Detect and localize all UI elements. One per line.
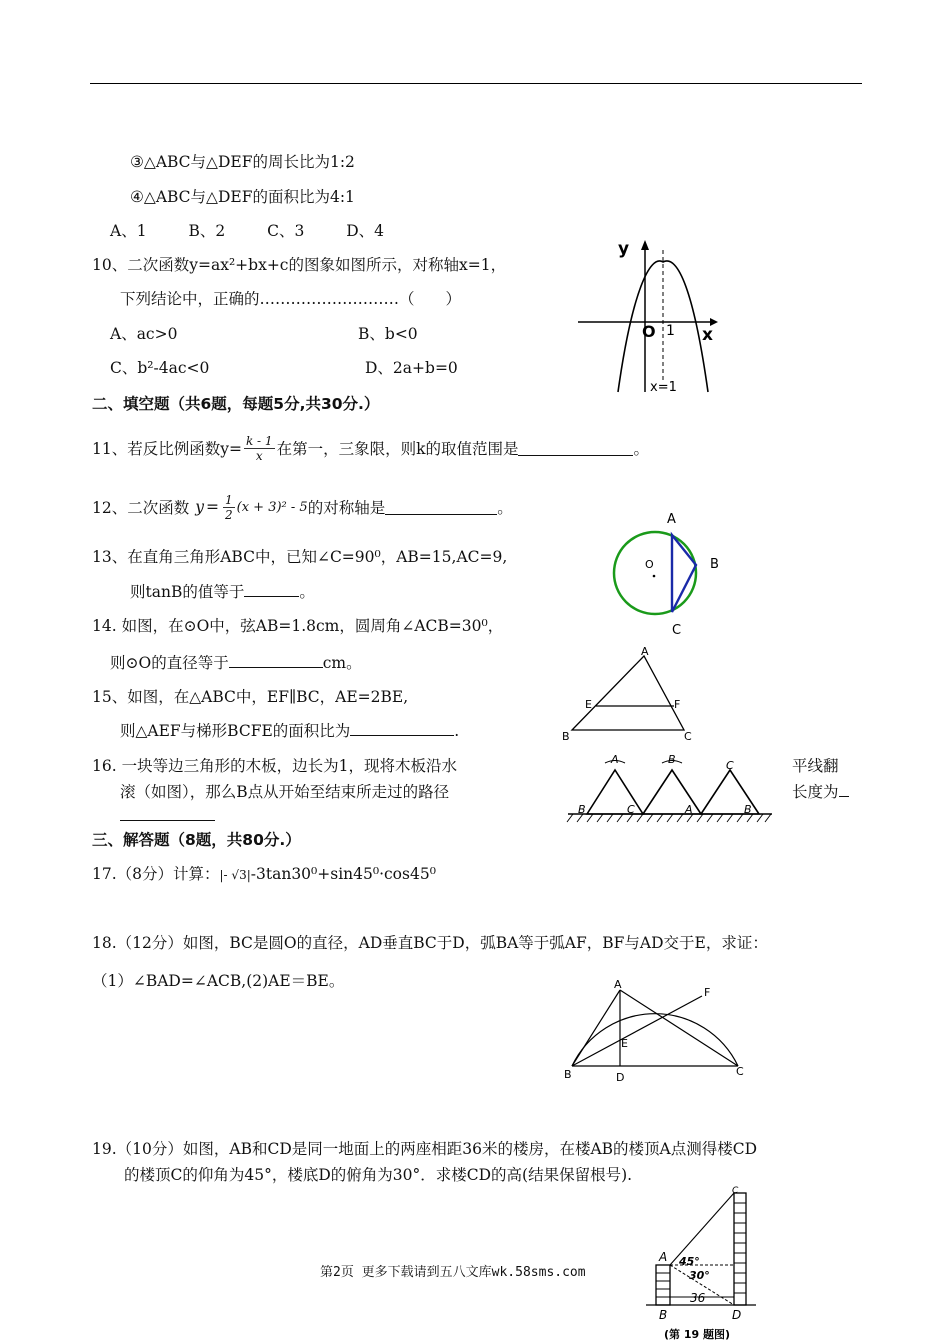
distance-label: 36 <box>690 1291 706 1305</box>
q9-option-4: ④△ABC与△DEF的面积比为4:1 <box>130 188 355 206</box>
label-a: A <box>659 1250 668 1264</box>
label-c: C <box>672 623 682 638</box>
q11-answer-blank[interactable] <box>518 441 633 456</box>
label-a: A <box>667 512 676 527</box>
q10-option-c: C、b²-4ac<0 <box>110 359 210 377</box>
q16-line2b <box>792 780 849 802</box>
label-d: D <box>732 1308 742 1322</box>
label-b: B <box>710 557 719 572</box>
q16-line2a: 滚（如图），那么B点从开始至结束所走过的路径 <box>120 783 450 801</box>
q13-line2: 则tanB的值等于 。 <box>130 583 315 601</box>
q10-option-a: A、ac>0 <box>110 325 178 343</box>
segment-ba <box>572 990 620 1066</box>
q16-line2b-text: 长度为 <box>792 783 839 801</box>
q12-y: y <box>195 498 204 516</box>
q10-option-b: B、b<0 <box>358 325 418 343</box>
top-label-c: C <box>726 759 734 772</box>
q19-line2: 的楼顶C的仰角为45°，楼底D的俯角为30°．求楼CD的高(结果保留根号). <box>124 1166 633 1184</box>
q18-semicircle-figure <box>558 976 758 1086</box>
figure-caption: (第 19 题图) <box>664 1328 731 1341</box>
q11-fraction <box>244 434 275 463</box>
label-d: D <box>616 1071 625 1084</box>
label-a: A <box>641 645 649 658</box>
q12-eq: = <box>206 498 219 516</box>
header-rule <box>90 83 862 84</box>
q14-line2 <box>110 651 362 673</box>
q15-answer-blank[interactable] <box>350 721 454 736</box>
tick-one-label: 1 <box>666 323 675 339</box>
q14-line2-post: cm。 <box>322 654 362 672</box>
q18-line1: 18.（12分）如图，BC是圆O的直径，AD垂直BC于D，弧BA等于弧AF，BF与AD交于E，求证： <box>92 934 768 952</box>
q9-choices <box>110 219 384 241</box>
building-cd <box>734 1193 746 1305</box>
q19-line1: 19.（10分）如图，AB和CD是同一地面上的两座相距36米的楼房，在楼AB的楼顶A点测得楼CD <box>92 1140 758 1158</box>
q10-parabola-figure <box>570 232 730 397</box>
label-e: E <box>585 698 592 711</box>
q9-choice-a: A、1 <box>110 222 147 240</box>
q10-line2: 下列结论中，正确的………………………（ ） <box>120 290 462 308</box>
q13-answer-blank[interactable] <box>244 582 299 597</box>
q16-answer-blank-a[interactable] <box>839 782 849 797</box>
q11-numerator: k - 1 <box>245 433 273 448</box>
top-label-a: A <box>611 753 619 766</box>
label-c: C <box>684 730 692 743</box>
q12: 12、二次函数 y = $\frac{1}{2}$ (x + 3)² - 5 的对称轴是 。 <box>92 492 513 522</box>
q9-option-3: ③△ABC与△DEF的周长比为1:2 <box>130 153 355 171</box>
q16-line1b: 平线翻 <box>792 757 839 775</box>
q17 <box>92 862 436 884</box>
q19-buildings-figure <box>640 1185 765 1343</box>
building-ab-windows <box>656 1273 670 1297</box>
q16-line1a: 16. 一块等边三角形的木板，边长为1，现将木板沿水 <box>92 757 457 775</box>
section3-heading: 三、解答题（8题，共80分.） <box>92 831 301 849</box>
label-c: C <box>732 1186 739 1196</box>
ground-hatching <box>567 814 771 822</box>
q12-pre: 12、二次函数 <box>92 499 190 517</box>
building-cd-windows <box>734 1203 746 1293</box>
label-f: F <box>674 698 681 711</box>
q15-line2-text: 则△AEF与梯形BCFE的面积比为 <box>120 722 351 740</box>
q12-fraction <box>223 493 235 522</box>
symmetry-axis-label: x=1 <box>650 380 677 395</box>
q11-post: 在第一，三象限，则k的取值范围是 <box>276 440 519 458</box>
q13-circle-figure <box>600 508 730 643</box>
x-label: x <box>702 325 713 345</box>
segment-ac <box>620 990 738 1066</box>
q10-line1: 10、二次函数y=ax²+bx+c的图象如图所示，对称轴x=1， <box>92 256 507 274</box>
q15-line2: 则△AEF与梯形BCFE的面积比为 . <box>120 722 460 740</box>
circle <box>614 532 696 614</box>
bottom-label-c: C <box>627 803 635 816</box>
q15-line1: 15、如图，在△ABC中，EF∥BC，AE=2BE, <box>92 688 409 706</box>
q10-option-d: D、2a+b=0 <box>365 359 458 377</box>
building-ab <box>656 1265 670 1305</box>
triangle-abc <box>572 656 684 730</box>
label-b: B <box>562 730 570 743</box>
q11-pre: 11、若反比例函数y= <box>92 440 242 458</box>
bottom-label-a: A <box>685 803 693 816</box>
y-axis-arrow <box>641 240 649 250</box>
label-a: A <box>614 978 622 991</box>
q11-denominator: x <box>255 448 263 463</box>
y-label: y <box>618 239 630 259</box>
angle-45-label: 45° <box>679 1255 700 1268</box>
q17-abs-value: |- √3| <box>219 868 251 882</box>
top-label-b: B <box>668 753 676 766</box>
center-dot <box>653 575 656 578</box>
q15-triangle-figure <box>560 644 705 744</box>
q18-line2: （1）∠BAD=∠ACB,(2)AE＝BE。 <box>92 972 345 990</box>
q16-answer-blank-b[interactable] <box>120 806 215 821</box>
q14-line2-pre: 则⊙O的直径等于 <box>110 654 229 672</box>
q9-choice-c: C、3 <box>267 222 305 240</box>
label-b: B <box>659 1308 668 1322</box>
bottom-label-b1: B <box>578 803 586 816</box>
section2-heading: 二、填空题（共6题，每题5分,共30分.） <box>92 395 380 413</box>
label-f: F <box>704 986 711 999</box>
q9-choice-d: D、4 <box>346 222 384 240</box>
q14-answer-blank[interactable] <box>229 653 323 668</box>
q12-denominator: 2 <box>225 507 233 522</box>
q9-choice-b: B、2 <box>188 222 226 240</box>
q12-numerator: 1 <box>225 492 233 507</box>
label-o: O <box>645 558 654 571</box>
q12-answer-blank[interactable] <box>385 500 497 515</box>
page-footer: 第2页 更多下载请到五八文库wk.58sms.com <box>320 1265 586 1280</box>
origin-label: O <box>642 322 656 341</box>
angle-30-label: 30° <box>689 1269 710 1282</box>
bottom-label-b2: B <box>744 803 752 816</box>
q16-rolling-figure <box>565 750 775 825</box>
label-c: C <box>736 1065 744 1078</box>
q12-body: (x + 3)² - 5 <box>236 499 308 515</box>
q12-post: 的对称轴是 <box>307 499 386 517</box>
q17-expression: -3tan30⁰+sin45⁰·cos45⁰ <box>250 865 436 883</box>
q11: 11、若反比例函数y= $\frac{k - 1}{x}$ 在第一，三象限，则k的取值范围是 。 <box>92 433 649 463</box>
q13-line2-text: 则tanB的值等于 <box>130 583 245 601</box>
q14-line1: 14. 如图，在⊙O中，弦AB=1.8cm，圆周角∠ACB=30⁰， <box>92 617 504 635</box>
label-e: E <box>621 1037 628 1050</box>
q17-text: 17.（8分）计算： <box>92 865 220 883</box>
q13-line1: 13、在直角三角形ABC中，已知∠C=90⁰，AB=15,AC=9, <box>92 548 508 566</box>
label-b: B <box>564 1068 572 1081</box>
segment-bf <box>572 996 702 1066</box>
